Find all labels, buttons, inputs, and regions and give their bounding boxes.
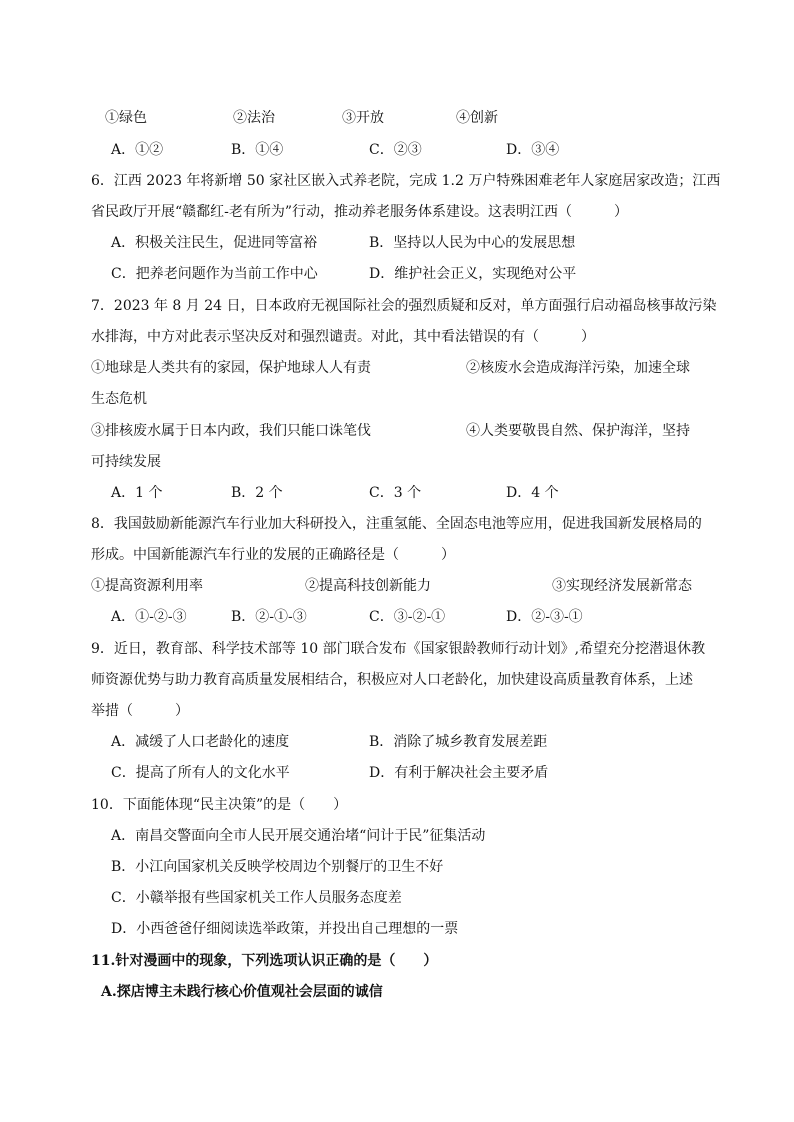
q9-stem-line-3: 举措（ ） — [91, 703, 189, 719]
q8-option-d: D．②-③-① — [506, 609, 583, 625]
q10-stem: 10．下面能体现“民主决策”的是（ ） — [91, 797, 348, 813]
q7-option-a: A．1 个 — [111, 485, 163, 501]
q7-option-d: D．4 个 — [506, 485, 559, 501]
q9-stem-line-1: 9．近日，教育部、科学技术部等 10 部门联合发布《国家银龄教师行动计划》,希望充分挖潜退休教 — [91, 641, 706, 657]
q11-option-a: A.探店博主未践行核心价值观社会层面的诚信 — [101, 984, 383, 1000]
q7-stem-line-2: 水排海，中方对此表示坚决反对和强烈谴责。对此，其中看法错误的有（ ） — [91, 329, 595, 345]
q7-item-4-cont: 可持续发展 — [91, 454, 161, 470]
q8-option-b: B．②-①-③ — [231, 609, 307, 625]
q7-option-c: C．3 个 — [369, 485, 422, 501]
q10-option-d: D．小西爸爸仔细阅读选举政策，并投出自己理想的一票 — [111, 921, 459, 937]
q6-option-c: C．把养老问题作为当前工作中心 — [111, 266, 318, 282]
q5-option-b: B．①④ — [231, 142, 284, 158]
q7-item-4: ④人类要敬畏自然、保护海洋，坚持 — [466, 423, 690, 439]
q5-option-d: D．③④ — [506, 142, 560, 158]
q6-option-d: D．维护社会正义，实现绝对公平 — [369, 266, 577, 282]
q6-option-a: A．积极关注民生，促进同等富裕 — [111, 235, 318, 251]
q7-item-2-cont: 生态危机 — [91, 391, 147, 407]
q5-item-4: ④创新 — [456, 110, 498, 126]
q9-option-b: B．消除了城乡教育发展差距 — [369, 734, 548, 750]
q6-stem-line-1: 6．江西 2023 年将新增 50 家社区嵌入式养老院，完成 1.2 万户特殊困难老年人家庭居家改造；江西 — [91, 173, 721, 189]
q7-item-1: ①地球是人类共有的家园，保护地球人人有责 — [91, 360, 371, 376]
q9-option-c: C．提高了所有人的文化水平 — [111, 765, 290, 781]
q9-option-a: A．减缓了人口老龄化的速度 — [111, 734, 290, 750]
q5-item-3: ③开放 — [342, 110, 384, 126]
q7-stem-line-1: 7．2023 年 8 月 24 日，日本政府无视国际社会的强烈质疑和反对，单方面强行启动福岛核事故污染 — [91, 298, 717, 314]
q8-item-3: ③实现经济发展新常态 — [552, 578, 692, 594]
q9-option-d: D．有利于解决社会主要矛盾 — [369, 765, 549, 781]
q8-stem-line-1: 8．我国鼓励新能源汽车行业加大科研投入，注重氢能、全固态电池等应用，促进我国新发展格局的 — [91, 516, 702, 532]
q8-option-a: A．①-②-③ — [111, 609, 187, 625]
q8-item-1: ①提高资源利用率 — [91, 578, 203, 594]
q7-item-3: ③排核废水属于日本内政，我们只能口诛笔伐 — [91, 423, 371, 439]
q5-item-2: ②法治 — [233, 110, 275, 126]
q5-item-1: ①绿色 — [105, 110, 147, 126]
q5-option-c: C．②③ — [369, 142, 422, 158]
q6-stem-line-2: 省民政厅开展“赣鄱红-老有所为”行动，推动养老服务体系建设。这表明江西（ ） — [91, 204, 629, 220]
q10-option-c: C．小赣举报有些国家机关工作人员服务态度差 — [111, 890, 402, 906]
q8-item-2: ②提高科技创新能力 — [305, 578, 431, 594]
q8-option-c: C．③-②-① — [369, 609, 446, 625]
q7-option-b: B．2 个 — [231, 485, 283, 501]
q6-option-b: B．坚持以人民为中心的发展思想 — [369, 235, 576, 251]
q9-stem-line-2: 师资源优势与助力教育高质量发展相结合，积极应对人口老龄化，加快建设高质量教育体系，上述 — [91, 672, 693, 688]
q11-stem: 11.针对漫画中的现象，下列选项认识正确的是（ ） — [91, 953, 438, 969]
q7-item-2: ②核废水会造成海洋污染，加速全球 — [466, 360, 690, 376]
q10-option-a: A．南昌交警面向全市人民开展交通治堵“问计于民”征集活动 — [111, 828, 486, 844]
q5-option-a: A．①② — [111, 142, 164, 158]
q10-option-b: B．小江向国家机关反映学校周边个别餐厅的卫生不好 — [111, 859, 444, 875]
q8-stem-line-2: 形成。中国新能源汽车行业的发展的正确路径是（ ） — [91, 547, 455, 563]
